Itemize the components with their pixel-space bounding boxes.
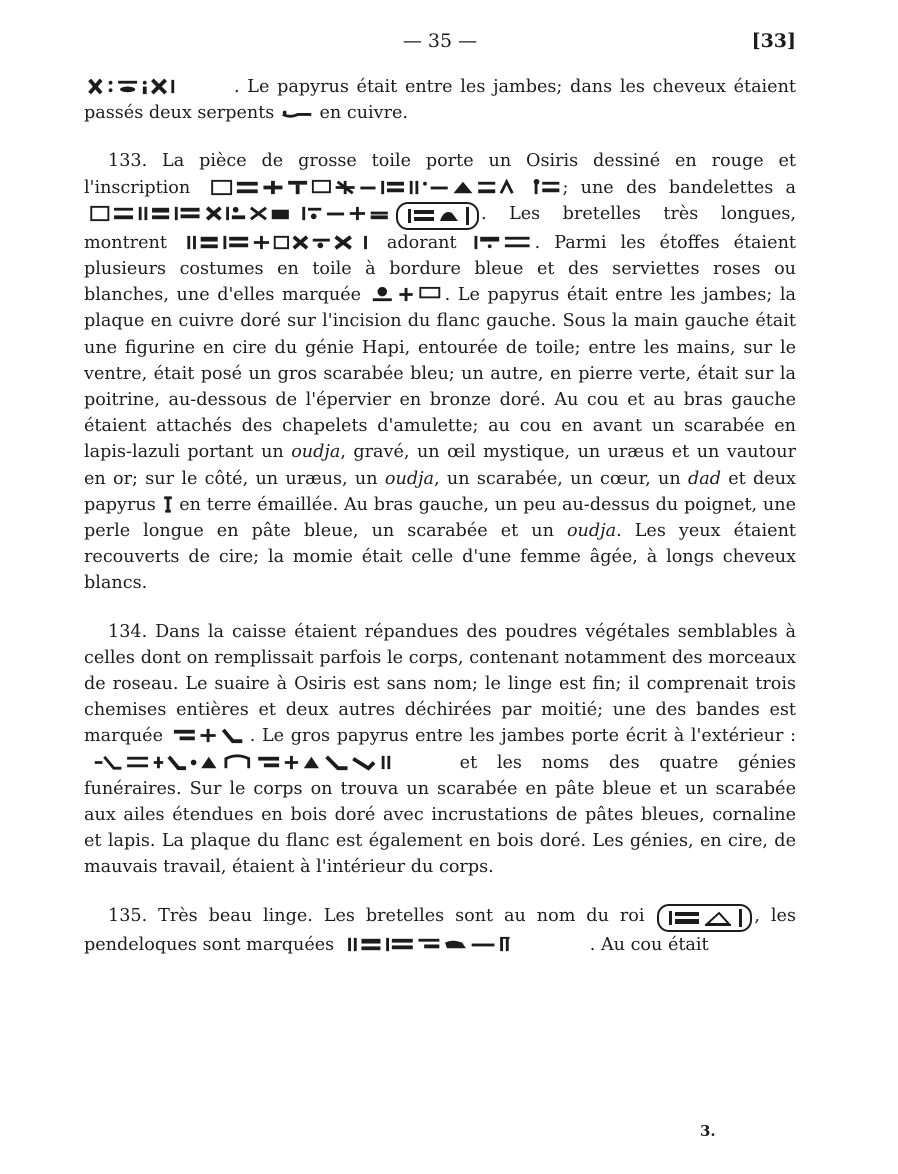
- text-run: en cuivre.: [313, 103, 409, 124]
- text-run: 134. Dans la caisse étaient répandues des poudres végétales semblables à celles dont on remplissait parfois le corps, contenant notamment des morceaux de roseau. Le suaire à Osiris est sans nom; le linge est fin; il comprenait trois chemises entières et deux autres déchirées par moitié; une des bandes est marquée: [84, 621, 796, 747]
- text-run: . Au cou était: [589, 934, 709, 955]
- text-run: , gravé, un œil mystique, un uræus et un vautour en or; sur le côté, un uræus, un: [84, 442, 796, 489]
- text-run: . Le papyrus était entre les jambes; la plaque en cuivre doré sur l'incision du flanc gauche. Sous la main gauche était une figurine en cire du génie Hapi, entourée de toile; entre les mains, sur le ventre, était posé un gros scarabée bleu; un autre, en pierre verte, était sur la poitrine, au-dessous de l'épervier en bronze doré. Au cou et au bras gauche étaient attachés des chapelets d'amulette; au cou en avant un scarabée en lapis-lazuli portant un: [84, 285, 796, 463]
- text-run: . Le gros papyrus entre les jambes porte écrit à l'extérieur :: [249, 726, 797, 747]
- italic-term: dad: [687, 468, 721, 489]
- text-run: adorant: [372, 232, 471, 253]
- hieroglyph-group-icon: [532, 178, 562, 197]
- papyrus-icon: [162, 495, 174, 514]
- hieroglyph-group-icon: [181, 233, 359, 252]
- document-body: [84, 74, 796, 958]
- hieroglyph-group-icon: [340, 935, 590, 954]
- hieroglyph-group-icon: [369, 285, 445, 304]
- cartouche-icon: [396, 202, 479, 230]
- paragraph-135: [84, 903, 796, 958]
- hieroglyph-group-icon: [359, 233, 373, 252]
- text-run: . Parmi les étoffes étaient plusieurs costumes en toile à bordure bleue et des serviettes roses ou blanches, une d'elles marquée: [84, 232, 796, 306]
- text-run: . Le papyrus était entre les jambes; dans les cheveux étaient passés deux serpents: [84, 77, 796, 124]
- text-run: 133. La pièce de grosse toile porte un Osiris dessiné en rouge et l'inscription: [84, 151, 796, 198]
- text-run: et deux papyrus: [84, 468, 796, 515]
- italic-term: oudja: [566, 521, 617, 542]
- page-header: [84, 30, 796, 60]
- text-run: . Les bretelles très longues, montrent: [84, 203, 796, 253]
- hieroglyph-group-icon: [170, 726, 250, 745]
- hieroglyph-group-icon: [84, 753, 440, 772]
- paragraph-134: [84, 619, 796, 881]
- text-run: , les pendeloques sont marquées: [84, 905, 796, 955]
- text-run: et les noms des quatre génies funéraires. Sur le corps on trouva un scarabée en pâte bleue et un scarabée aux ailes étendues en bois doré avec incrustations de pâtes bleues, cornaline et lapis. La plaque du flanc est également en bois doré. Les génies, en cire, de mauvais travail, étaient à l'intérieur du corps.: [84, 752, 796, 878]
- hieroglyph-group-icon: [202, 178, 532, 197]
- page-reference: [33]: [751, 30, 796, 52]
- serpent-icon: [280, 103, 314, 122]
- hieroglyph-group-icon: [471, 233, 535, 252]
- hieroglyph-group-icon: [298, 204, 394, 223]
- text-run: en terre émaillée. Au bras gauche, un peu au-dessus du poignet, une perle longue en pâte bleue, un scarabée et un: [84, 494, 796, 542]
- text-run: 135. Très beau linge. Les bretelles sont au nom du roi: [108, 905, 656, 926]
- italic-term: oudja: [291, 442, 341, 463]
- hieroglyph-group-icon: [84, 77, 234, 96]
- hieroglyph-group-icon: [84, 204, 298, 223]
- text-run: . Les yeux étaient recouverts de cire; la momie était celle d'une femme âgée, à longs cheveux blancs.: [84, 521, 796, 594]
- paragraph-133: [84, 148, 796, 596]
- text-run: , un scarabée, un cœur, un: [434, 468, 688, 489]
- signature-mark: 3.: [700, 1122, 716, 1140]
- text-run: ; une des bandelettes a: [562, 177, 796, 198]
- paragraph-continuation: [84, 74, 796, 126]
- cartouche-icon: [657, 904, 752, 932]
- page-number: — 35 —: [402, 30, 478, 52]
- italic-term: oudja: [384, 468, 435, 489]
